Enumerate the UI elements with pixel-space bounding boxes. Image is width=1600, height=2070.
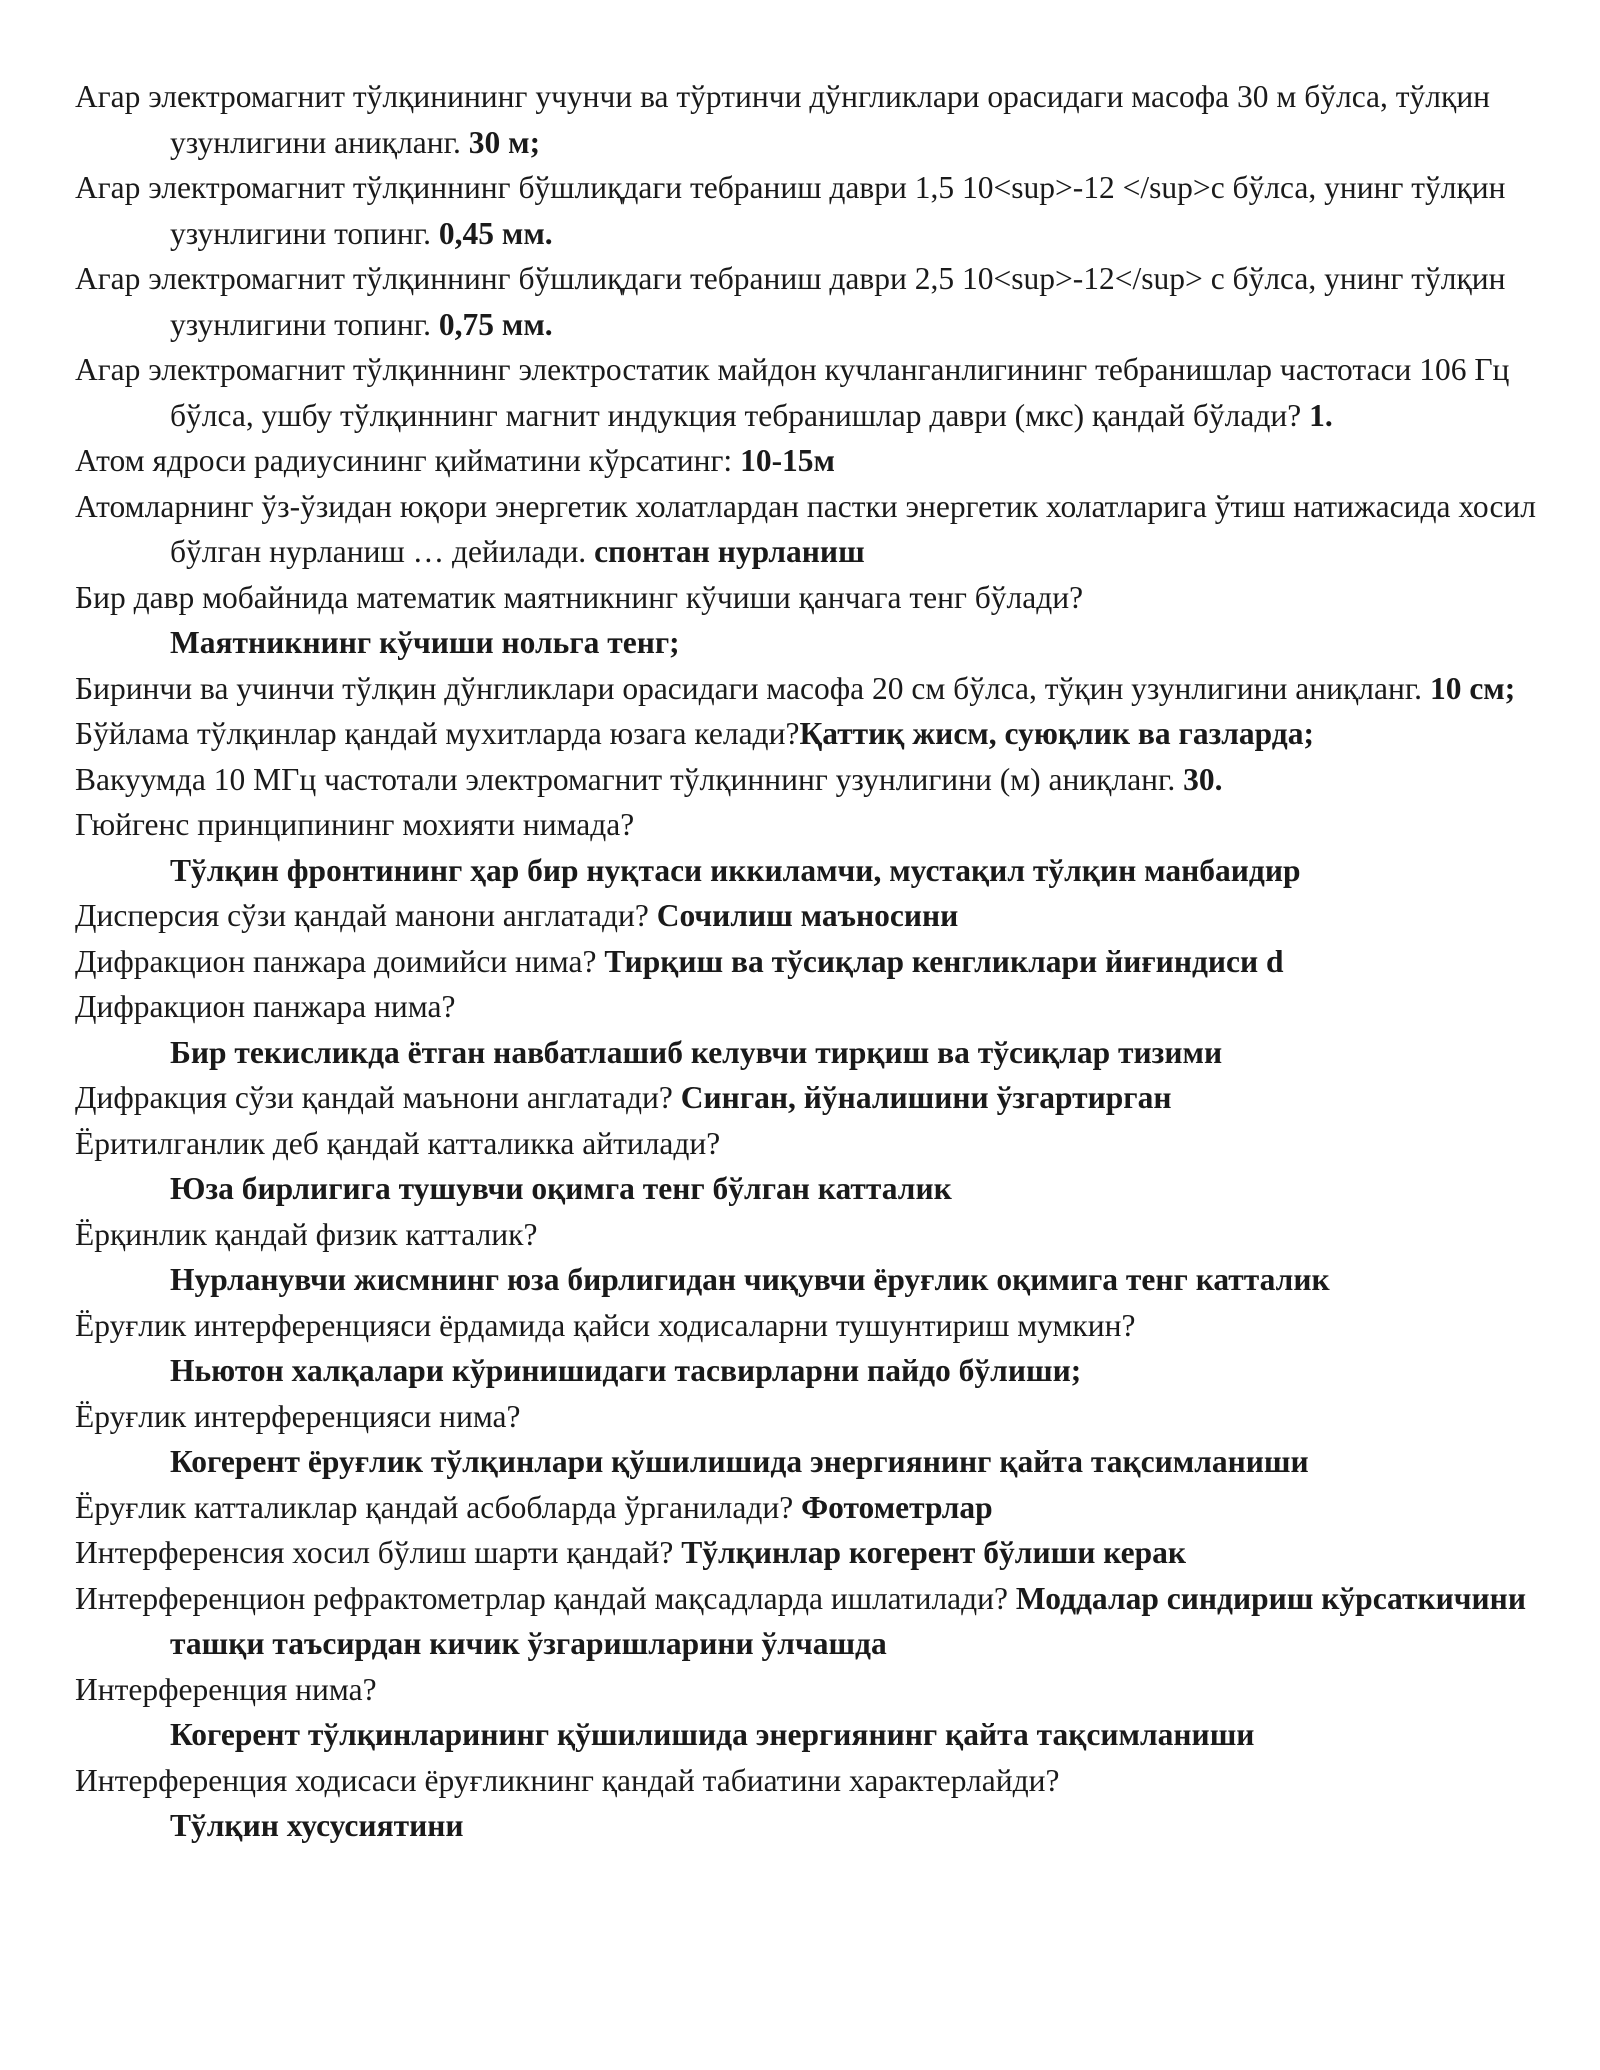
answer-text: Тўлқин фронтининг ҳар бир нуқтаси иккиламчи, мустақил тўлқин манбаидир <box>170 852 1301 888</box>
qa-item <box>75 939 1540 985</box>
qa-item <box>75 802 1540 893</box>
qa-item <box>75 893 1540 939</box>
question-text: Биринчи ва учинчи тўлқин дўнгликлари орасидаги масофа 20 см бўлса, тўқин узунлигини аниқланг. <box>75 670 1430 706</box>
question-text: Интерференцион рефрактометрлар қандай мақсадларда ишлатилади? <box>75 1580 1016 1616</box>
qa-item <box>75 1576 1540 1667</box>
qa-item <box>75 757 1540 803</box>
answer-text: 1. <box>1309 397 1333 433</box>
answer-text: Бир текисликда ётган навбатлашиб келувчи тирқиш ва тўсиқлар тизими <box>170 1034 1223 1070</box>
answer-text: 10 см; <box>1429 670 1516 706</box>
answer-text: Ньютон халқалари кўринишидаги тасвирларни пайдо бўлиши; <box>170 1353 1082 1388</box>
question-text: Дифракцион панжара нима? <box>75 989 456 1024</box>
qa-item <box>75 984 1540 1075</box>
answer-text: Юза бирлигига тушувчи оқимга тенг бўлган катталик <box>170 1171 952 1206</box>
qa-item <box>75 1485 1540 1531</box>
answer-text: Маятникнинг кўчиши нольга тенг; <box>170 625 680 660</box>
answer-text: Тўлқинлар когерент бўлиши керак <box>681 1535 1186 1570</box>
answer-text: Тирқиш ва тўсиқлар кенгликлари йиғиндиси d <box>604 943 1284 979</box>
answer-text: 30. <box>1183 761 1223 797</box>
answer-text: Моддалар синдириш кўрсаткичини ташқи таъсирдан кичик ўзгаришларини ўлчашда <box>170 1580 1526 1661</box>
qa-item <box>75 1212 1540 1303</box>
qa-item <box>75 438 1540 484</box>
answer-text: Когерент ёруғлик тўлқинлари қўшилишида энергиянинг қайта тақсимланиши <box>170 1444 1309 1479</box>
qa-item <box>75 1394 1540 1485</box>
question-text: Гюйгенс принципининг мохияти нимада? <box>75 807 635 842</box>
question-text: Бўйлама тўлқинлар қандай мухитларда юзага келади? <box>75 716 800 751</box>
question-text: Вакуумда 10 МГц частотали электромагнит тўлқиннинг узунлигини (м) аниқланг. <box>75 761 1184 797</box>
question-text: Бир давр мобайнида математик маятникнинг кўчиши қанчага тенг бўлади? <box>75 579 1084 615</box>
qa-item <box>75 1758 1540 1849</box>
answer-text: 30 м; <box>468 124 541 160</box>
question-text: Дифракцион панжара доимийси нима? <box>75 943 605 979</box>
qa-list <box>75 74 1540 1849</box>
question-text: Дифракция сўзи қандай маънони англатади? <box>75 1080 681 1115</box>
question-text: Дисперсия сўзи қандай манони англатади? <box>75 898 657 933</box>
answer-text: Сочилиш маъносини <box>656 898 959 933</box>
qa-item <box>75 1530 1540 1576</box>
qa-item <box>75 575 1540 666</box>
question-text: Интерференсия хосил бўлиш шарти қандай? <box>75 1535 682 1570</box>
question-text: Интерференция нима? <box>75 1671 377 1707</box>
qa-item <box>75 1303 1540 1394</box>
answer-text: 0,45 мм. <box>438 215 553 251</box>
qa-item <box>75 74 1540 165</box>
answer-text: Қаттиқ жисм, суюқлик ва газларда; <box>799 716 1314 751</box>
question-text: Агар электромагнит тўлқиннинг бўшлиқдаги тебраниш даври 2,5 10<sup>-12</sup> с бўлса, унинг тўлқин узунлигини топинг. <box>75 261 1506 342</box>
question-text: Атом ядроси радиусининг қийматини кўрсатинг: <box>75 443 741 478</box>
qa-item <box>75 484 1540 575</box>
qa-item <box>75 165 1540 256</box>
question-text: Ёритилганлик деб қандай катталикка айтилади? <box>75 1125 721 1161</box>
question-text: Ёруғлик катталиклар қандай асбобларда ўрганилади? <box>75 1489 802 1525</box>
answer-text: 10-15м <box>740 443 836 478</box>
qa-item <box>75 1075 1540 1121</box>
question-text: Ёрқинлик қандай физик катталик? <box>75 1216 538 1252</box>
question-text: Агар электромагнит тўлқинининг учунчи ва тўртинчи дўнгликлари орасидаги масофа 30 м бўлса, тўлқин узунлигини аниқланг. <box>75 79 1491 160</box>
answer-text: Тўлқин хусусиятини <box>170 1808 464 1843</box>
qa-item <box>75 666 1540 712</box>
qa-item <box>75 1667 1540 1758</box>
answer-text: 0,75 мм. <box>438 306 553 342</box>
question-text: Ёруғлик интерференцияси ёрдамида қайси ходисаларни тушунтириш мумкин? <box>75 1307 1136 1343</box>
question-text: Интерференция ходисаси ёруғликнинг қандай табиатини характерлайди? <box>75 1762 1060 1798</box>
question-text: Ёруғлик интерференцияси нима? <box>75 1398 521 1434</box>
answer-text: Синган, йўналишини ўзгартирган <box>680 1080 1172 1115</box>
question-text: Атомларнинг ўз-ўзидан юқори энергетик холатлардан пастки энергетик холатларига ўтиш натижасида хосил бўлган нурланиш … дейилади. <box>75 488 1537 569</box>
answer-text: Фотометрлар <box>801 1489 993 1525</box>
qa-item <box>75 256 1540 347</box>
answer-text: спонтан нурланиш <box>594 534 865 569</box>
qa-item <box>75 711 1540 757</box>
qa-item <box>75 347 1540 438</box>
question-text: Агар электромагнит тўлқиннинг электростатик майдон кучланганлигининг тебранишлар частотаси 106 Гц бўлса, ушбу тўлқиннинг магнит индукция тебранишлар даври (мкс) қандай бўлади? <box>75 352 1510 433</box>
qa-item <box>75 1121 1540 1212</box>
question-text: Агар электромагнит тўлқиннинг бўшлиқдаги тебраниш даври 1,5 10<sup>-12 </sup>с бўлса, унинг тўлқин узунлигини топинг. <box>75 170 1506 251</box>
answer-text: Когерент тўлқинларининг қўшилишида энергиянинг қайта тақсимланиши <box>170 1717 1255 1752</box>
answer-text: Нурланувчи жисмнинг юза бирлигидан чиқувчи ёруғлик оқимига тенг катталик <box>170 1262 1330 1297</box>
